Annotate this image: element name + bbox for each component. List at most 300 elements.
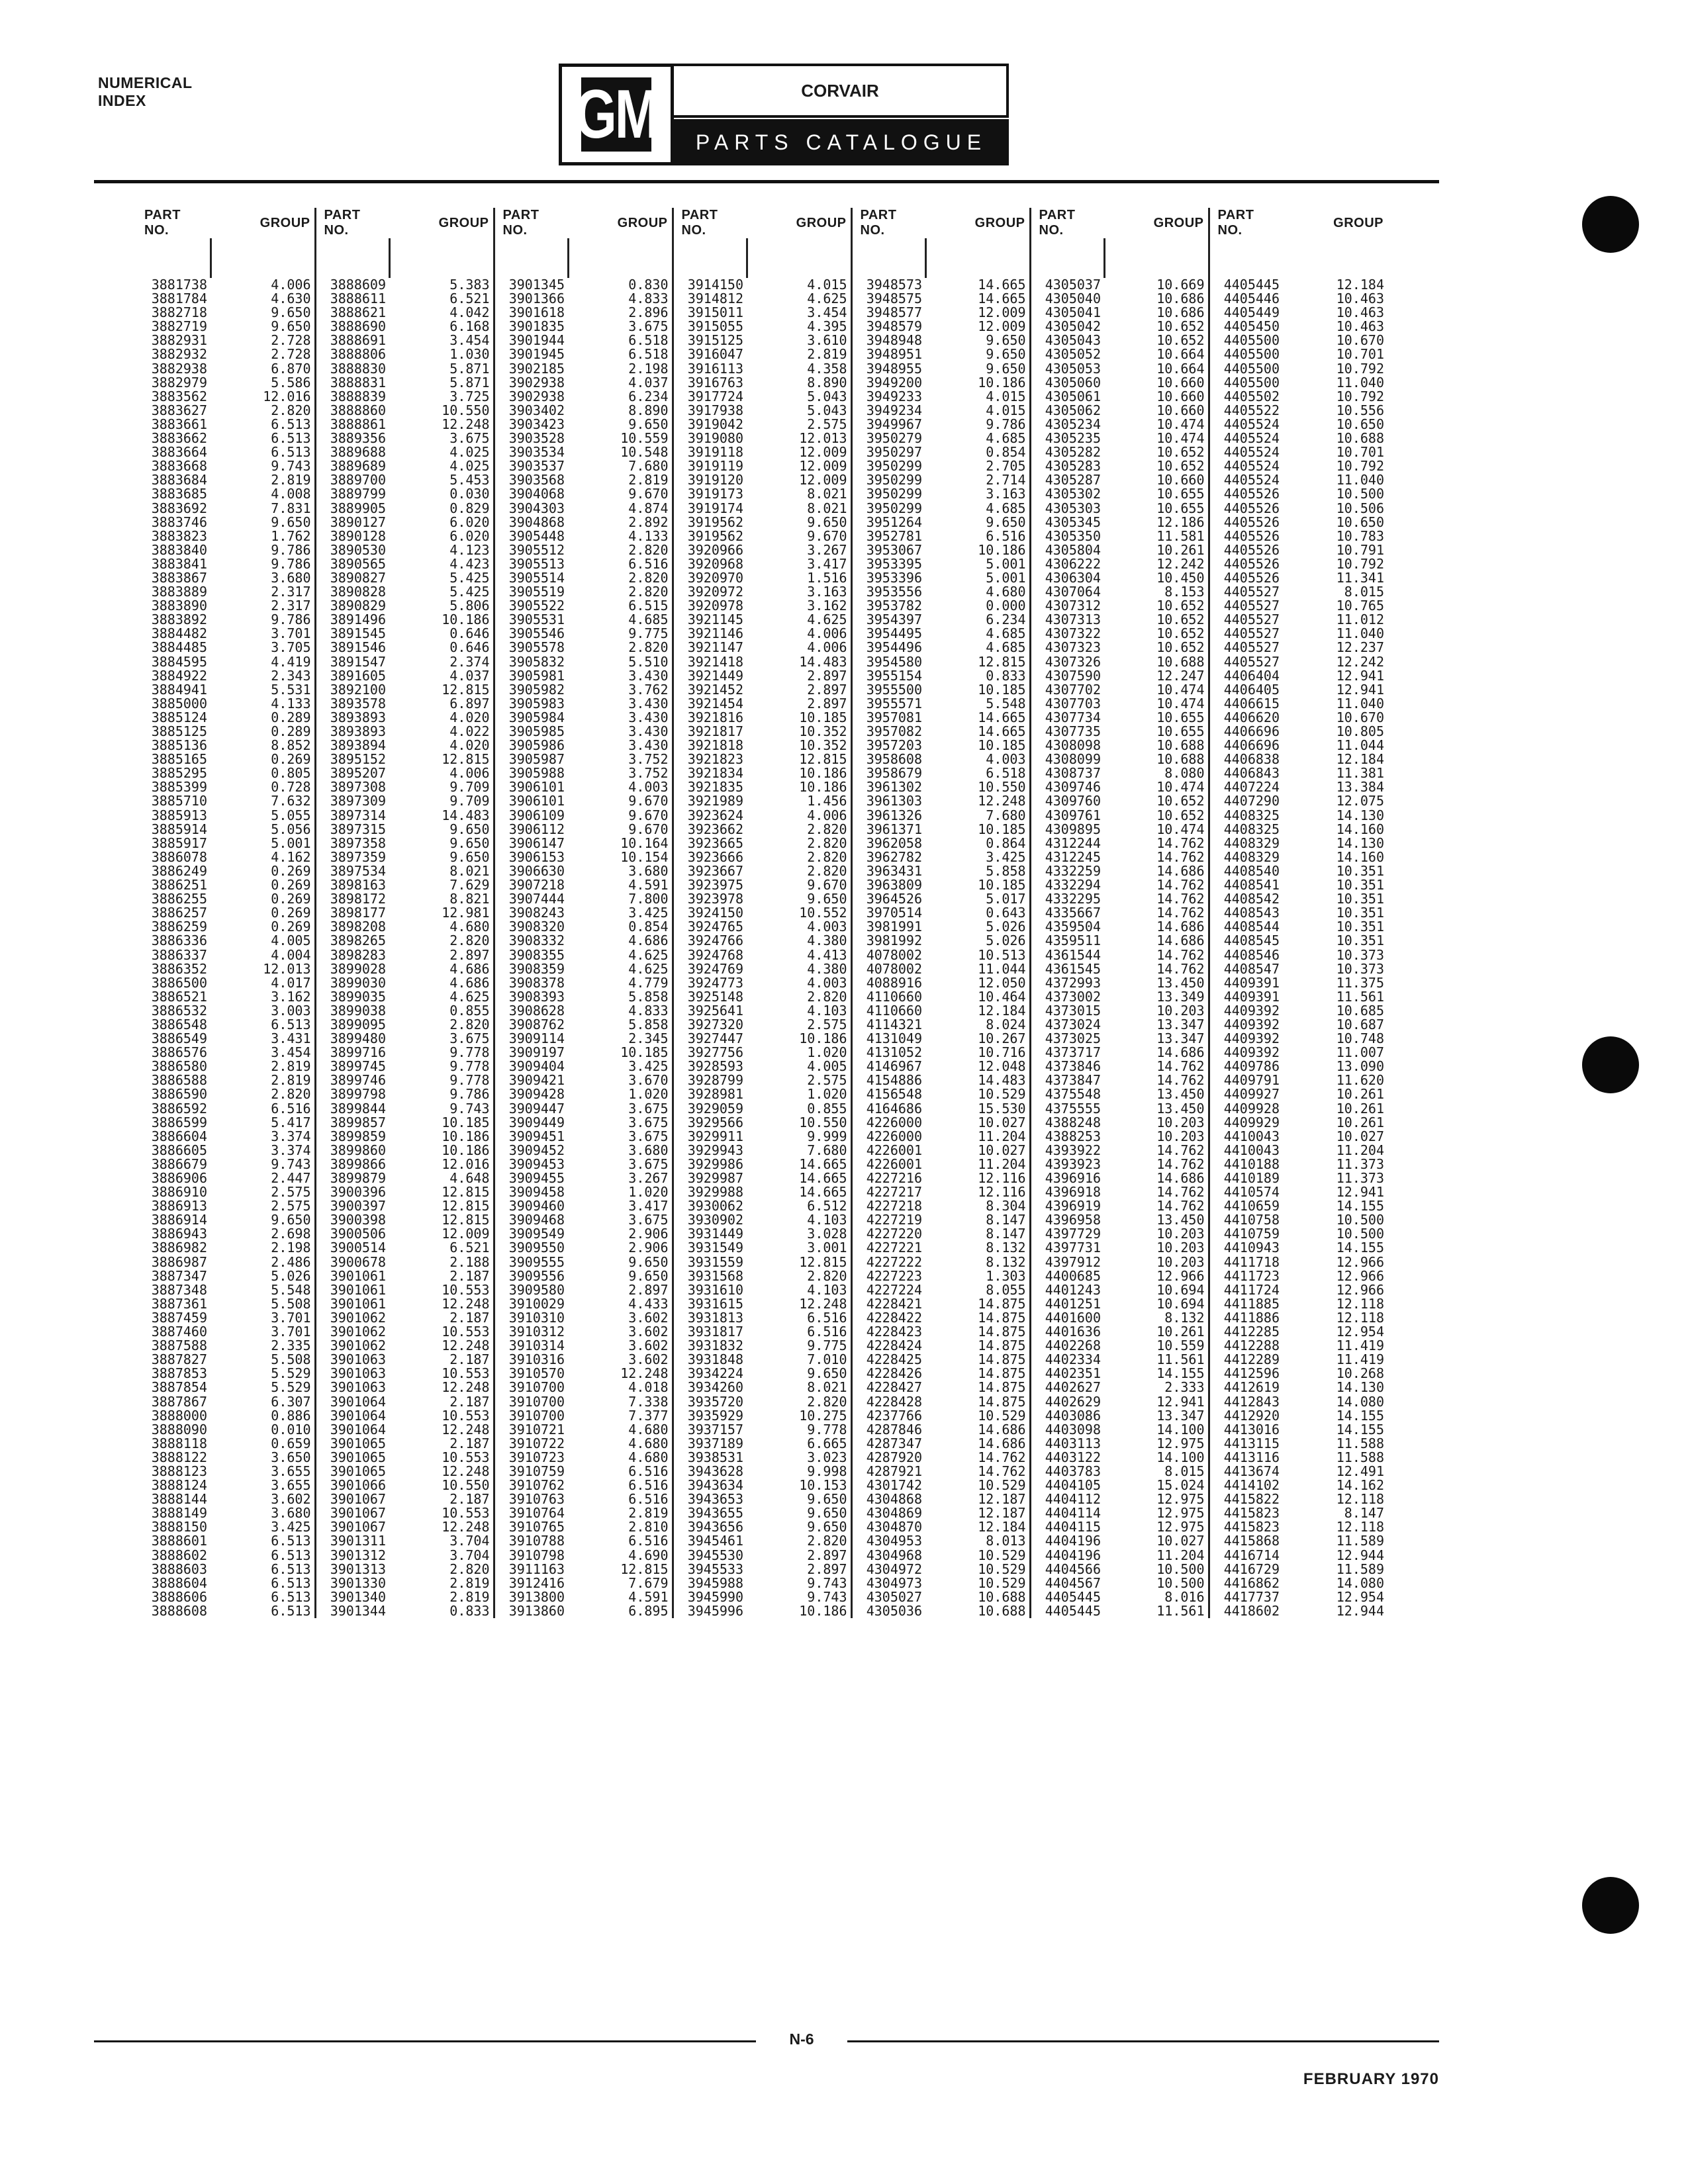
- group-cell: 4.133: [211, 697, 315, 711]
- group-cell: 3.680: [211, 571, 315, 585]
- group-cell: 10.261: [1104, 1325, 1209, 1339]
- table-row: [136, 920, 1387, 934]
- part-number-cell: 3905522: [508, 599, 565, 614]
- group-cell: 6.516: [925, 529, 1030, 543]
- table-row: [136, 1032, 1387, 1046]
- part-number-cell: 4305041: [1045, 306, 1101, 320]
- group-cell: 10.688: [1104, 739, 1209, 752]
- group-cell: 10.529: [925, 1549, 1030, 1563]
- part-number-cell: 4406838: [1223, 752, 1280, 767]
- table-row: [136, 1563, 1387, 1576]
- part-number-cell: 3885165: [151, 752, 207, 767]
- group-cell: 10.686: [1104, 292, 1209, 306]
- part-number-cell: 3920972: [687, 585, 743, 600]
- group-cell: 10.655: [1104, 725, 1209, 739]
- group-cell: 14.686: [1104, 1046, 1209, 1060]
- part-number-cell: 4402627: [1045, 1381, 1101, 1395]
- part-number-cell: 4405500: [1223, 334, 1280, 348]
- group-cell: 8.021: [747, 1381, 851, 1394]
- part-number-cell: 4400685: [1045, 1269, 1101, 1283]
- group-cell: 6.512: [747, 1199, 851, 1213]
- group-cell: 1.020: [747, 1087, 851, 1101]
- group-cell: 12.013: [211, 962, 315, 976]
- part-number-cell: 4156548: [866, 1087, 922, 1102]
- table-row: [136, 543, 1387, 557]
- part-number-cell: 3958679: [866, 766, 922, 781]
- part-number-cell: 4406405: [1223, 682, 1280, 697]
- part-number-cell: 4401636: [1045, 1325, 1101, 1340]
- part-number-cell: 3931817: [687, 1325, 743, 1340]
- part-number-cell: 4402334: [1045, 1353, 1101, 1367]
- part-number-cell: 3885399: [151, 780, 207, 795]
- group-cell: 2.575: [211, 1199, 315, 1213]
- part-number-cell: 4227224: [866, 1283, 922, 1297]
- group-cell: 4.162: [211, 850, 315, 864]
- part-number-cell: 4361544: [1045, 948, 1101, 962]
- group-cell: 9.786: [389, 1087, 494, 1101]
- group-cell: 4.625: [568, 962, 673, 976]
- part-number-cell: 4405500: [1223, 361, 1280, 376]
- part-number-cell: 3890827: [330, 570, 386, 586]
- group-cell: 0.886: [211, 1409, 315, 1423]
- group-cell: 10.500: [1104, 1576, 1209, 1590]
- part-number-cell: 3905513: [508, 557, 565, 571]
- part-number-cell: 4405445: [1045, 1590, 1101, 1604]
- part-number-cell: 3887867: [151, 1394, 207, 1409]
- table-row: [136, 1381, 1387, 1394]
- group-cell: 2.820: [389, 934, 494, 948]
- group-cell: 10.185: [925, 823, 1030, 837]
- part-number-cell: 4397729: [1045, 1227, 1101, 1242]
- part-number-cell: 4403122: [1045, 1450, 1101, 1465]
- part-number-cell: 3902938: [508, 389, 565, 404]
- part-number-cell: 3887588: [151, 1339, 207, 1353]
- group-cell: 1.303: [925, 1269, 1030, 1283]
- group-cell: 10.652: [1104, 627, 1209, 641]
- part-number-cell: 3884595: [151, 655, 207, 669]
- group-cell: 4.779: [568, 976, 673, 990]
- part-number-cell: 3910762: [508, 1479, 565, 1493]
- part-number-cell: 3900398: [330, 1213, 386, 1228]
- group-cell: 13.347: [1104, 1409, 1209, 1423]
- part-number-cell: 4373717: [1045, 1046, 1101, 1060]
- group-cell: 8.147: [1344, 1506, 1384, 1521]
- group-cell: 11.040: [1336, 696, 1384, 711]
- group-cell: 5.383: [389, 278, 494, 292]
- group-cell: 2.820: [747, 823, 851, 837]
- part-number-cell: 3948948: [866, 334, 922, 348]
- part-number-cell: 4227221: [866, 1241, 922, 1255]
- group-cell: 10.463: [1336, 306, 1384, 320]
- group-cell: 11.581: [1104, 529, 1209, 543]
- group-cell: 12.184: [1336, 278, 1384, 293]
- table-row: [136, 780, 1387, 794]
- part-number-cell: 4078002: [866, 962, 922, 976]
- part-number-cell: 4405500: [1223, 347, 1280, 362]
- group-cell: 2.819: [389, 1576, 494, 1590]
- part-number-cell: 3948579: [866, 320, 922, 334]
- group-cell: 8.147: [925, 1227, 1030, 1241]
- group-cell: 6.168: [389, 320, 494, 334]
- part-number-cell: 3950299: [866, 501, 922, 516]
- group-cell: 10.203: [1104, 1227, 1209, 1241]
- part-number-cell: 4410943: [1223, 1241, 1280, 1255]
- part-number-cell: 3901066: [330, 1479, 386, 1493]
- group-cell: 6.870: [211, 362, 315, 376]
- part-number-cell: 3893893: [330, 710, 386, 725]
- part-number-cell: 4237766: [866, 1408, 922, 1423]
- part-number-cell: 4408540: [1223, 864, 1280, 879]
- part-number-cell: 4412843: [1223, 1394, 1280, 1409]
- part-number-cell: 3970514: [866, 906, 922, 921]
- part-number-cell: 3953395: [866, 557, 922, 571]
- part-number-cell: 3883841: [151, 557, 207, 571]
- part-number-cell: 4403113: [1045, 1436, 1101, 1451]
- part-number-cell: 3888806: [330, 347, 386, 362]
- part-number-cell: 3919173: [687, 487, 743, 502]
- part-number-cell: 3888839: [330, 389, 386, 404]
- group-cell: 14.155: [1336, 1199, 1384, 1214]
- part-number-cell: 4402629: [1045, 1394, 1101, 1409]
- group-cell: 4.003: [747, 920, 851, 934]
- group-cell: 10.474: [1104, 418, 1209, 432]
- group-cell: 5.529: [211, 1367, 315, 1381]
- group-cell: 10.688: [925, 1590, 1030, 1604]
- group-cell: 3.374: [211, 1130, 315, 1144]
- part-number-cell: 4406696: [1223, 725, 1280, 739]
- group-cell: 4.690: [568, 1549, 673, 1563]
- group-cell: 10.450: [1104, 571, 1209, 585]
- part-number-cell: 3901064: [330, 1394, 386, 1409]
- part-number-cell: 3908628: [508, 1003, 565, 1018]
- part-number-cell: 3882931: [151, 334, 207, 348]
- group-cell: 10.553: [389, 1325, 494, 1339]
- part-number-cell: 4409927: [1223, 1087, 1280, 1102]
- group-cell: 14.762: [1104, 837, 1209, 850]
- group-cell: 14.155: [1336, 1422, 1384, 1437]
- part-number-cell: 3949967: [866, 417, 922, 432]
- group-cell: 4.025: [389, 459, 494, 473]
- group-cell: 10.185: [925, 878, 1030, 892]
- group-cell: 8.016: [1104, 1590, 1209, 1604]
- part-number-cell: 3920970: [687, 570, 743, 586]
- part-number-cell: 4409392: [1223, 1003, 1280, 1018]
- part-number-cell: 4305235: [1045, 432, 1101, 446]
- part-number-cell: 3935720: [687, 1394, 743, 1409]
- part-number-cell: 4312245: [1045, 850, 1101, 864]
- group-cell: 8.015: [1344, 585, 1384, 600]
- group-cell: 3.162: [747, 599, 851, 613]
- group-cell: 10.164: [568, 837, 673, 850]
- part-number-cell: 4301742: [866, 1479, 922, 1493]
- group-cell: 3.680: [568, 864, 673, 878]
- part-number-cell: 3888000: [151, 1408, 207, 1423]
- group-cell: 14.686: [925, 1437, 1030, 1451]
- group-cell: 4.022: [389, 725, 494, 739]
- group-cell: 1.516: [747, 571, 851, 585]
- part-number-cell: 3905988: [508, 766, 565, 781]
- group-cell: 2.897: [747, 1549, 851, 1563]
- part-number-cell: 3905448: [508, 529, 565, 543]
- group-cell: 3.655: [211, 1465, 315, 1479]
- group-cell: 5.026: [211, 1269, 315, 1283]
- group-cell: 2.575: [747, 1018, 851, 1032]
- part-number-cell: 3912416: [508, 1576, 565, 1590]
- part-number-cell: 4405526: [1223, 501, 1280, 516]
- group-cell: 11.040: [1336, 375, 1384, 390]
- part-number-cell: 4408542: [1223, 892, 1280, 907]
- group-cell: 9.650: [389, 823, 494, 837]
- part-number-cell: 3909447: [508, 1101, 565, 1116]
- group-cell: 3.705: [211, 641, 315, 655]
- part-number-cell: 3884485: [151, 641, 207, 655]
- group-cell: 10.660: [1104, 376, 1209, 390]
- table-row: [136, 1339, 1387, 1353]
- part-number-cell: 3910314: [508, 1339, 565, 1353]
- part-number-cell: 3948575: [866, 292, 922, 306]
- group-cell: 11.204: [925, 1130, 1030, 1144]
- part-number-cell: 3898163: [330, 878, 386, 893]
- group-cell: 3.610: [747, 334, 851, 347]
- group-cell: 10.261: [1104, 543, 1209, 557]
- table-row: [136, 711, 1387, 725]
- part-number-cell: 3953067: [866, 543, 922, 557]
- group-cell: 2.820: [568, 543, 673, 557]
- part-number-cell: 4405450: [1223, 320, 1280, 334]
- group-cell: 2.575: [747, 418, 851, 432]
- part-number-cell: 4403783: [1045, 1464, 1101, 1479]
- group-cell: 3.752: [568, 752, 673, 766]
- table-row: [136, 362, 1387, 376]
- part-number-cell: 3928981: [687, 1087, 743, 1102]
- part-number-cell: 4078002: [866, 948, 922, 962]
- group-cell: 14.100: [1104, 1451, 1209, 1465]
- group-cell: 10.748: [1336, 1032, 1384, 1046]
- part-number-cell: 4405526: [1223, 570, 1280, 586]
- part-number-cell: 4375548: [1045, 1087, 1101, 1102]
- group-cell: 9.650: [747, 1492, 851, 1506]
- group-cell: 2.705: [925, 459, 1030, 473]
- part-number-cell: 4227216: [866, 1171, 922, 1186]
- group-cell: 12.016: [389, 1158, 494, 1171]
- part-number-cell: 4307064: [1045, 585, 1101, 600]
- group-cell: 3.430: [568, 697, 673, 711]
- part-number-cell: 3923665: [687, 836, 743, 850]
- part-number-cell: 3899798: [330, 1087, 386, 1102]
- part-number-cell: 3961303: [866, 794, 922, 809]
- group-cell: 7.679: [568, 1576, 673, 1590]
- part-number-cell: 3901944: [508, 334, 565, 348]
- group-cell: 10.548: [568, 445, 673, 459]
- group-cell: 4.833: [568, 292, 673, 306]
- part-number-cell: 4405526: [1223, 543, 1280, 557]
- table-row: [136, 837, 1387, 850]
- part-number-cell: 3938531: [687, 1450, 743, 1465]
- part-number-cell: 3910029: [508, 1297, 565, 1311]
- part-number-cell: 3955154: [866, 668, 922, 683]
- group-cell: 12.009: [925, 320, 1030, 334]
- part-number-cell: 4307312: [1045, 599, 1101, 614]
- group-cell: 12.815: [568, 1563, 673, 1576]
- table-row: [136, 627, 1387, 641]
- table-row: [136, 1534, 1387, 1548]
- part-number-cell: 3908243: [508, 906, 565, 921]
- group-cell: 9.786: [211, 543, 315, 557]
- table-row: [136, 1227, 1387, 1241]
- part-number-cell: 3885295: [151, 766, 207, 781]
- part-number-cell: 4404567: [1045, 1576, 1101, 1590]
- group-cell: 6.516: [568, 1479, 673, 1492]
- part-number-cell: 3907218: [508, 878, 565, 893]
- group-cell: 6.516: [568, 1534, 673, 1548]
- part-number-cell: 4227223: [866, 1269, 922, 1283]
- group-cell: 10.261: [1336, 1087, 1384, 1102]
- group-cell: 12.248: [747, 1297, 851, 1311]
- table-row: [136, 1423, 1387, 1437]
- part-number-cell: 4405502: [1223, 389, 1280, 404]
- group-cell: 13.090: [1336, 1060, 1384, 1074]
- group-cell: 13.450: [1104, 1213, 1209, 1227]
- part-number-cell: 3901366: [508, 292, 565, 306]
- group-cell: 14.762: [1104, 850, 1209, 864]
- part-number-cell: 3901312: [330, 1548, 386, 1563]
- part-number-cell: 4408325: [1223, 822, 1280, 837]
- part-number-cell: 3929911: [687, 1129, 743, 1144]
- group-cell: 12.975: [1104, 1492, 1209, 1506]
- group-cell: 9.743: [747, 1576, 851, 1590]
- group-cell: 11.589: [1336, 1534, 1384, 1549]
- part-number-cell: 3905986: [508, 739, 565, 753]
- table-row: [136, 334, 1387, 347]
- group-cell: 4.395: [747, 320, 851, 334]
- part-number-cell: 3887460: [151, 1325, 207, 1340]
- group-cell: 9.650: [211, 320, 315, 334]
- table-row: [136, 1144, 1387, 1158]
- group-cell: 5.806: [389, 599, 494, 613]
- part-number-cell: 4359504: [1045, 920, 1101, 934]
- group-cell: 2.187: [389, 1492, 494, 1506]
- group-cell: 13.450: [1104, 1087, 1209, 1101]
- part-number-cell: 3921146: [687, 627, 743, 641]
- part-number-cell: 3950299: [866, 487, 922, 502]
- part-number-cell: 3909449: [508, 1115, 565, 1130]
- table-row: [136, 1492, 1387, 1506]
- part-number-cell: 3901065: [330, 1450, 386, 1465]
- part-number-cell: 3900396: [330, 1185, 386, 1200]
- group-cell: 10.464: [925, 990, 1030, 1004]
- group-cell: 4.004: [211, 948, 315, 962]
- group-cell: 3.425: [211, 1520, 315, 1534]
- group-cell: 3.675: [568, 1116, 673, 1130]
- group-cell: 11.012: [1336, 613, 1384, 627]
- group-cell: 6.895: [568, 1604, 673, 1618]
- table-row: [136, 906, 1387, 920]
- part-number-cell: 3898172: [330, 892, 386, 907]
- group-cell: 12.944: [1336, 1548, 1384, 1563]
- part-number-cell: 3923666: [687, 850, 743, 864]
- part-number-cell: 4405527: [1223, 613, 1280, 627]
- part-number-cell: 4308737: [1045, 766, 1101, 781]
- group-cell: 3.602: [568, 1325, 673, 1339]
- part-number-cell: 4305804: [1045, 543, 1101, 557]
- part-number-cell: 3916047: [687, 347, 743, 362]
- part-number-cell: 4416714: [1223, 1548, 1280, 1563]
- group-cell: 6.020: [389, 529, 494, 543]
- part-number-cell: 4305042: [1045, 320, 1101, 334]
- part-number-cell: 3910316: [508, 1353, 565, 1367]
- part-number-cell: 3886592: [151, 1101, 207, 1116]
- part-number-cell: 3954496: [866, 641, 922, 655]
- part-number-cell: 3921817: [687, 725, 743, 739]
- group-cell: 5.001: [925, 571, 1030, 585]
- group-cell: 14.762: [1104, 962, 1209, 976]
- part-number-cell: 3882979: [151, 375, 207, 390]
- part-number-cell: 4409392: [1223, 1032, 1280, 1046]
- group-cell: 9.743: [747, 1590, 851, 1604]
- group-cell: 14.762: [1104, 878, 1209, 892]
- group-cell: 6.513: [211, 1590, 315, 1604]
- part-number-cell: 3886249: [151, 864, 207, 879]
- group-cell: 10.500: [1104, 1563, 1209, 1576]
- part-number-cell: 4406696: [1223, 739, 1280, 753]
- group-cell: 0.659: [211, 1437, 315, 1451]
- part-number-cell: 4226000: [866, 1115, 922, 1130]
- group-cell: 10.203: [1104, 1255, 1209, 1269]
- group-cell: 2.198: [568, 362, 673, 376]
- part-number-cell: 3899859: [330, 1129, 386, 1144]
- part-number-cell: 4415823: [1223, 1506, 1280, 1521]
- part-no-header: PART NO.: [1039, 208, 1076, 238]
- group-cell: 14.665: [925, 711, 1030, 725]
- group-cell: 9.670: [747, 878, 851, 892]
- part-number-cell: 3892100: [330, 682, 386, 697]
- part-number-cell: 3900678: [330, 1255, 386, 1269]
- part-number-cell: 4402268: [1045, 1339, 1101, 1353]
- part-number-cell: 4412285: [1223, 1325, 1280, 1340]
- group-cell: 3.650: [211, 1451, 315, 1465]
- group-cell: 2.820: [747, 850, 851, 864]
- group-cell: 12.944: [1336, 1604, 1384, 1618]
- part-number-cell: 4402351: [1045, 1367, 1101, 1381]
- part-number-cell: 3901345: [508, 278, 565, 293]
- group-cell: 15.530: [925, 1102, 1030, 1116]
- part-number-cell: 3909468: [508, 1213, 565, 1228]
- part-number-cell: 3889689: [330, 459, 386, 474]
- group-cell: 4.685: [925, 502, 1030, 516]
- group-cell: 6.020: [389, 516, 494, 529]
- group-cell: 10.474: [1104, 697, 1209, 711]
- part-number-cell: 3888090: [151, 1422, 207, 1437]
- part-number-cell: 3913800: [508, 1590, 565, 1604]
- group-cell: 5.453: [389, 473, 494, 487]
- group-cell: 10.373: [1336, 948, 1384, 962]
- part-number-cell: 3919562: [687, 515, 743, 529]
- group-cell: 9.650: [568, 1269, 673, 1283]
- group-cell: 8.080: [1104, 766, 1209, 780]
- part-number-cell: 3883661: [151, 417, 207, 432]
- group-cell: 3.680: [568, 1144, 673, 1158]
- part-number-cell: 3905578: [508, 641, 565, 655]
- column-header-row: [136, 208, 1387, 238]
- part-number-cell: 4227222: [866, 1255, 922, 1269]
- part-number-cell: 3953556: [866, 585, 922, 600]
- part-number-cell: 3949234: [866, 403, 922, 418]
- table-row: [136, 1158, 1387, 1171]
- group-cell: 10.652: [1104, 809, 1209, 823]
- part-number-cell: 3909451: [508, 1129, 565, 1144]
- part-number-cell: 4406615: [1223, 696, 1280, 711]
- group-cell: 14.875: [925, 1381, 1030, 1394]
